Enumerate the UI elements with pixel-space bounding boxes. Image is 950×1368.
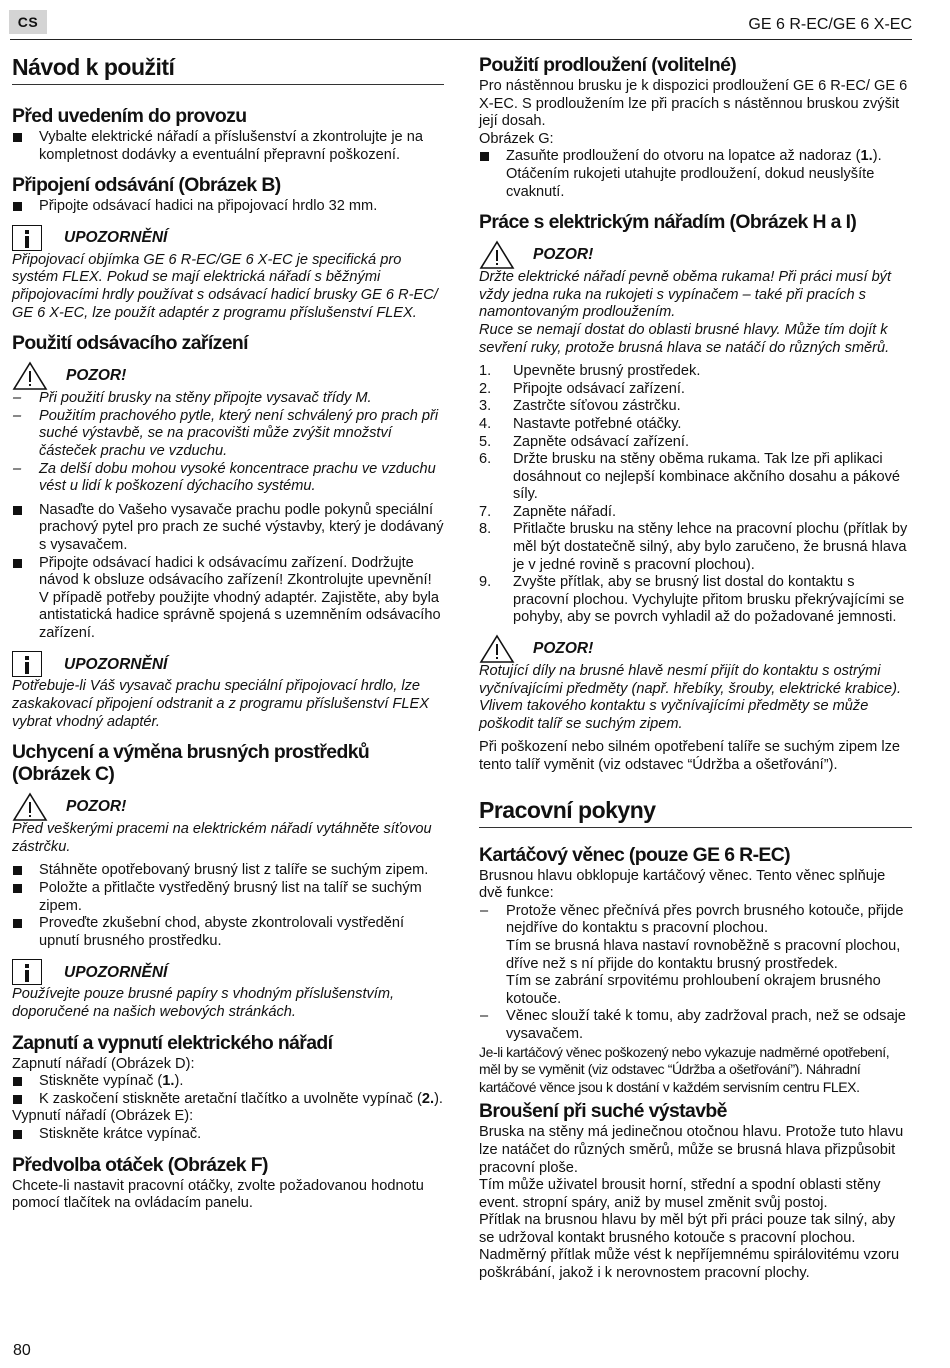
header-rule: [10, 39, 912, 40]
paragraph: Pro nástěnnou brusku je k dispozici prodloužení GE 6 R-EC/ GE 6 X-EC. S prodloužením lze při pracích s nástěnnou bruskou zvýšit její dosah.: [479, 78, 908, 130]
step-item: 2. Připojte odsávací zařízení.: [479, 380, 685, 397]
list-item: Proveďte zkušební chod, abyste zkontrolovali vystředění upnutí brusného prostředku.: [12, 915, 444, 950]
warning-header: POZOR!: [479, 241, 912, 269]
square-bullet-icon: [13, 1130, 22, 1139]
paragraph: Obrázek G:: [479, 130, 554, 147]
step-item: 1. Upevněte brusný prostředek.: [479, 363, 701, 380]
page-number: 80: [13, 1342, 31, 1359]
step-item: 9. Zvyšte přítlak, aby se brusný list dostal do kontaktu s pracovní plochou. Vychylujte přitom brusku překrývajícími se pohyby, aby se povrch vyhladil až do požadované jemnosti.: [479, 574, 905, 626]
paragraph: Tím může uživatel brousit horní, střední a spodní oblasti stěny event. stropní spáry, aniž by musel změnit svůj postoj.: [479, 1177, 881, 1211]
warning-text: Rotující díly na brusné hlavě nesmí přijít do kontaktu s ostrými vyčnívajícími předměty (např. hřebíky, šrouby, elektrické krabice). Vlivem takového kontaktu s vyčnívajícími předměty se může poškodit talíř se suchým zipem.: [479, 663, 902, 732]
list-item: Zasuňte prodloužení do otvoru na lopatce až nadoraz (1.). Otáčením rukojeti utahujte prodloužení, dokud neuslyšíte cvaknutí.: [479, 148, 912, 201]
paragraph: Zapnutí nářadí (Obrázek D):: [12, 1055, 195, 1072]
warning-text: Před veškerými pracemi na elektrickém nářadí vytáhněte síťovou zástrčku.: [12, 821, 432, 855]
warning-icon: [12, 361, 48, 391]
heading-speed-preselection: Předvolba otáček (Obrázek F): [12, 1153, 268, 1176]
list-item: Nasaďte do Vašeho vysavače prachu podle pokynů speciální prachový pytel pro prach ze suché výstavby, který je dodávaný s vysavačem.: [12, 502, 444, 555]
list-item: – Věnec slouží také k tomu, aby zadržoval prach, než se odsaje vysavačem.: [480, 1008, 906, 1042]
list-item: – Použitím prachového pytle, který není schválený pro prach při suché výstavbě, se na pracovišti může zvýšit množství částeček prachu ve vzduchu.: [13, 407, 439, 459]
square-bullet-icon: [13, 202, 22, 211]
step-item: 6. Držte brusku na stěny oběma rukama. Tak lze při aplikaci dosáhnout co nejlepší kombinace akčního dosahu a pákové síly.: [479, 451, 901, 503]
warning-header: POZOR!: [12, 793, 444, 821]
step-item: 8. Přitlačte brusku na stěny lehce na pracovní plochu (přítlak by měl být dostatečně silný, aby bylo zaručeno, že brusná hlava je v jedné rovině s pracovní plochou).: [479, 521, 908, 573]
list-item: Připojte odsávací hadici k odsávacímu zařízení. Dodržujte návod k obsluze odsávacího zařízení! Zkontrolujte upevnění! V případě potřeby použijte vhodný adaptér. Zajistěte, aby byla antistatická hadice správně spojená s uzemněním odsávacího zařízení.: [12, 555, 444, 643]
heading-on-off: Zapnutí a vypnutí elektrického nářadí: [12, 1031, 333, 1054]
square-bullet-icon: [13, 559, 22, 568]
list-item: Stiskněte krátce vypínač.: [12, 1126, 444, 1144]
list-item: – Za delší dobu mohou vysoké koncentrace prachu ve vzduchu vést u lidí k poškození dýchacího systému.: [13, 460, 436, 495]
square-bullet-icon: [13, 506, 22, 515]
left-column: [12, 46, 444, 1213]
paragraph: Vypnutí nářadí (Obrázek E):: [12, 1108, 194, 1125]
section-title: Návod k použití: [12, 54, 444, 85]
list-item: – Protože věnec přečnívá přes povrch brusného kotouče, přijde nejdříve do kontaktu s pracovní plochou. Tím se brusná hlava nastaví rovnoběžně s pracovní plochou, dříve než s ní přijde do kontaktu brusný prostředek. Tím se zabrání srpovitému prohloubení okrajem brusného kotouče.: [480, 902, 904, 1007]
paragraph: Přítlak na brusnou hlavu by měl být při práci pouze tak silný, aby se udržoval kontakt brusného kotouče s pracovní plochou. Nadměrný přítlak může vést k nepříjemnému spirálovitému vzoru poškrábání, jakož i k nerovnostem pracovní plochy.: [479, 1212, 900, 1282]
paragraph: Bruska na stěny má jedinečnou otočnou hlavu. Protože tuto hlavu lze natáčet do různých směrů, může se brusná hlava přizpůsobit pracovní ploše.: [479, 1124, 904, 1176]
heading-abrasive-change: Uchycení a výměna brusných prostředků (Obrázek C): [12, 741, 370, 786]
note-text: Používejte pouze brusné papíry s vhodným příslušenstvím, doporučené na našich webových stránkách.: [12, 986, 395, 1020]
paragraph: Je-li kartáčový věnec poškozený nebo vykazuje nadměrné opotřebení, měl by se vyměnit (viz odstavec “Údržba a ošetřování”). Náhradní kartáčové věnce jsou k dostání v každém servisním centru FLEX.: [479, 1043, 890, 1095]
square-bullet-icon: [13, 866, 22, 875]
paragraph: Brusnou hlavu obklopuje kartáčový věnec. Tento věnec splňuje dvě funkce:: [479, 867, 886, 902]
paragraph: Při poškození nebo silném opotřebení talíře se suchým zipem lze tento talíř vyměnit (viz odstavec “Údržba a ošetřování”).: [479, 739, 900, 773]
list-item: K zaskočení stiskněte aretační tlačítko a uvolněte vypínač (2.).: [12, 1091, 444, 1109]
section-title: Pracovní pokyny: [479, 797, 912, 828]
square-bullet-icon: [13, 133, 22, 142]
info-icon: [12, 225, 42, 251]
list-item: Vybalte elektrické nářadí a příslušenství a zkontrolujte je na kompletnost dodávky a eventuální přepravní poškození.: [12, 129, 444, 164]
heading-dust-extraction: Připojení odsávání (Obrázek B): [12, 174, 281, 197]
list-item: Stáhněte opotřebovaný brusný list z talíře se suchým zipem.: [12, 862, 444, 880]
right-column: [479, 46, 912, 1283]
list-item: Položte a přitlačte vystředěný brusný list na talíř se suchým zipem.: [12, 880, 444, 915]
note-text: Potřebuje-li Váš vysavač prachu speciální připojovací hrdlo, lze zaskakovací připojení odstranit a z programu příslušenství FLEX vybrat vhodný adaptér.: [12, 678, 429, 730]
list-item: Stiskněte vypínač (1.).: [12, 1073, 444, 1091]
heading-drywall-sanding: Broušení při suché výstavbě: [479, 1100, 727, 1123]
heading-extension: Použití prodloužení (volitelné): [479, 54, 737, 76]
step-item: 7. Zapněte nářadí.: [479, 503, 617, 520]
list-item: Připojte odsávací hadici na připojovací hrdlo 32 mm.: [12, 198, 444, 216]
paragraph: Chcete-li nastavit pracovní otáčky, zvolte požadovanou hodnotu pomocí tlačítek na ovládacím panelu.: [12, 1177, 424, 1212]
note-header: UPOZORNĚNÍ: [12, 224, 444, 252]
note-header: UPOZORNĚNÍ: [12, 958, 444, 986]
heading-working: Práce s elektrickým nářadím (Obrázek H a I): [479, 211, 857, 234]
warning-text: Ruce se nemají dostat do oblasti brusné hlavy. Může tím dojít k sevření ruky, protože brusná hlava se natáčí do různých směrů.: [479, 321, 890, 356]
step-item: 4. Nastavte potřebné otáčky.: [479, 415, 682, 432]
language-badge: CS: [9, 10, 47, 34]
warning-icon: [479, 634, 515, 664]
heading-before-use: Před uvedením do provozu: [12, 105, 247, 127]
warning-icon: [479, 240, 515, 270]
step-item: 3. Zastrčte síťovou zástrčku.: [479, 398, 681, 415]
square-bullet-icon: [480, 152, 489, 161]
warning-icon: [12, 792, 48, 822]
info-icon: [12, 651, 42, 677]
heading-extractor-use: Použití odsávacího zařízení: [12, 332, 248, 355]
heading-brush-ring: Kartáčový věnec (pouze GE 6 R-EC): [479, 843, 791, 866]
list-item: – Při použití brusky na stěny připojte vysavač třídy M.: [13, 390, 372, 407]
warning-text: Držte elektrické nářadí pevně oběma rukama! Při práci musí být vždy jedna ruka na rukojeti s vypínačem – také při pracích s namontovaným prodloužením.: [479, 269, 892, 321]
square-bullet-icon: [13, 884, 22, 893]
warning-header: POZOR!: [479, 635, 912, 663]
step-item: 5. Zapněte odsávací zařízení.: [479, 433, 690, 450]
square-bullet-icon: [13, 919, 22, 928]
warning-header: POZOR!: [12, 362, 444, 390]
steps-list: [479, 363, 912, 627]
square-bullet-icon: [13, 1077, 22, 1086]
note-text: Připojovací objímka GE 6 R-EC/GE 6 X-EC je specifická pro systém FLEX. Pokud se mají elektrická nářadí s běžnými připojovacími hrdly používat s odsávací hadicí brusky GE 6 R-EC/ GE 6 X-EC, lze použít adaptér z programu příslušenství FLEX.: [12, 251, 438, 321]
square-bullet-icon: [13, 1095, 22, 1104]
info-icon: [12, 959, 42, 985]
model-header: GE 6 R-EC/GE 6 X-EC: [748, 16, 912, 33]
note-header: UPOZORNĚNÍ: [12, 650, 444, 678]
